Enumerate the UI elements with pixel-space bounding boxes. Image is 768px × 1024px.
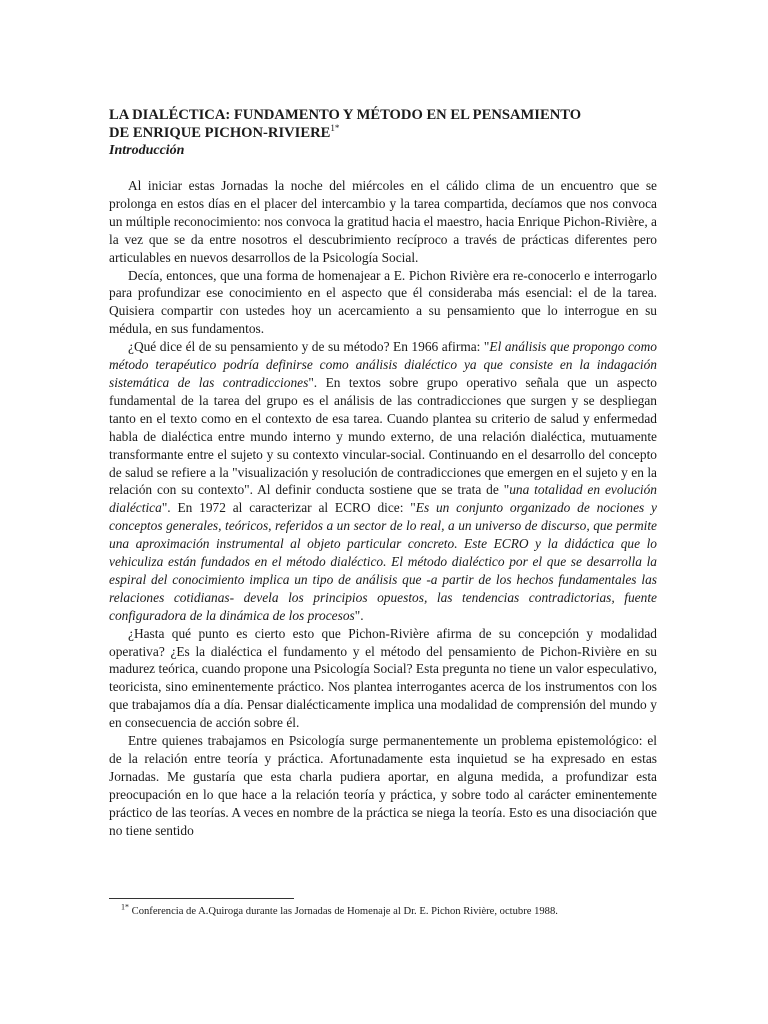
paragraph-text: Entre quienes trabajamos en Psicología surge permanentemente un problema epistemológico: el de la relación entre teoría y práctica. Afortunadamente esta inquietud se ha expresado en estas Jornadas. Me gustaría que esta charla pudiera aportar, en alguna medida, a profundizar esta preocupación en lo que hace a la relación teoría y práctica, y sobre todo al carácter eminentemente práctico de las teorías. A veces en nombre de la práctica se niega la teoría. Esto es una disociación que no tiene sentido [109, 733, 657, 838]
paragraph [109, 177, 657, 267]
paragraph-text: ". En 1972 al caracterizar al ECRO dice: " [161, 500, 416, 516]
section-heading: Introducción [109, 143, 185, 158]
title-line-2: DE ENRIQUE PICHON-RIVIERE [109, 125, 331, 141]
quoted-italic-text: El análisis que propongo como método terapéutico podría definirse como análisis dialéctico ya que consiste en la indagación sistemática de las contradicciones [109, 339, 657, 390]
paragraph-text: ¿Qué dice él de su pensamiento y de su método? En 1966 afirma: " [128, 339, 490, 355]
paragraph [109, 338, 657, 625]
paragraph-text: ". [354, 607, 364, 623]
document-body [109, 106, 657, 840]
paragraph-text: Decía, entonces, que una forma de homenajear a E. Pichon Rivière era re-conocerlo e interrogarlo para profundizar ese conocimiento en el aspecto que él consideraba más esencial: el de la tarea. Quisiera compartir con ustedes hoy un acercamiento a su pensamiento que lo interrogue en su médula, en sus fundamentos. [109, 267, 657, 337]
document-title [109, 106, 657, 142]
footnote-text: Conferencia de A.Quiroga durante las Jornadas de Homenaje al Dr. E. Pichon Rivière, octubre 1988. [129, 906, 558, 917]
paragraph [109, 732, 657, 839]
footnote-mark: 1* [121, 902, 129, 912]
quoted-italic-text: una totalidad en evolución dialéctica [109, 482, 657, 516]
title-line-1: LA DIALÉCTICA: FUNDAMENTO Y MÉTODO EN EL PENSAMIENTO [109, 107, 582, 123]
paragraphs-container [109, 177, 657, 840]
quoted-italic-text: Es un conjunto organizado de nociones y conceptos generales, teóricos, referidos a un sector de lo real, a un universo de discurso, que permite una aproximación instrumental al objeto particular concreto. Este ECRO y la didáctica que lo vehiculiza están fundados en el método dialéctico. El método dialéctico por el que se desarrolla la espiral del conocimiento implica un tipo de análisis que -a partir de los hechos fundamentales las relaciones cotidianas- devela los principios opuestos, las tendencias contradictorias, fuente configuradora de la dinámica de los procesos [109, 500, 657, 623]
footnote [121, 902, 681, 919]
paragraph [109, 625, 657, 732]
paragraph-text: Al iniciar estas Jornadas la noche del miércoles en el cálido clima de un encuentro que se prolonga en estos días en el placer del intercambio y la tarea compartida, decíamos que nos convoca un múltiple reconocimiento: nos convoca la gratitud hacia el maestro, hacia Enrique Pichon-Rivière, a la vez que se da entre nosotros el descubrimiento recíproco a través de prácticas diferentes pero articulables en nuevos desarrollos de la Psicología Social. [109, 178, 657, 265]
paragraph [109, 267, 657, 339]
footnote-divider [109, 898, 294, 899]
title-footnote-mark: 1* [330, 123, 340, 134]
paragraph-text: ¿Hasta qué punto es cierto esto que Pichon-Rivière afirma de su concepción y modalidad operativa? ¿Es la dialéctica el fundamento y el método del pensamiento de Pichon-Rivière en su madurez teórica, cuando propone una Psicología Social? Esta pregunta no tiene un valor especulativo, teoricista, sino eminentemente práctico. Nos plantea interrogantes acerca de los instrumentos con los que trabajamos día a día. Pensar dialécticamente implica una modalidad de comprensión del mundo y en consecuencia de acción sobre él. [109, 625, 657, 731]
paragraph-text: ". En textos sobre grupo operativo señala que un aspecto fundamental de la tarea del grupo es el análisis de las contradicciones que surgen y se despliegan tanto en el texto como en el contexto de esa tarea. Cuando plantea su criterio de salud y enfermedad habla de dialéctica entre mundo interno y mundo externo, de una relación dialéctica, mutuamente transformante entre el sujeto y su contexto vincular-social. Continuando en el desarrollo del concepto de salud se refiere a la "visualización y resolución de contradicciones que emergen en el sujeto y en la relación con su contexto". Al definir conducta sostiene que se trata de " [109, 374, 657, 498]
